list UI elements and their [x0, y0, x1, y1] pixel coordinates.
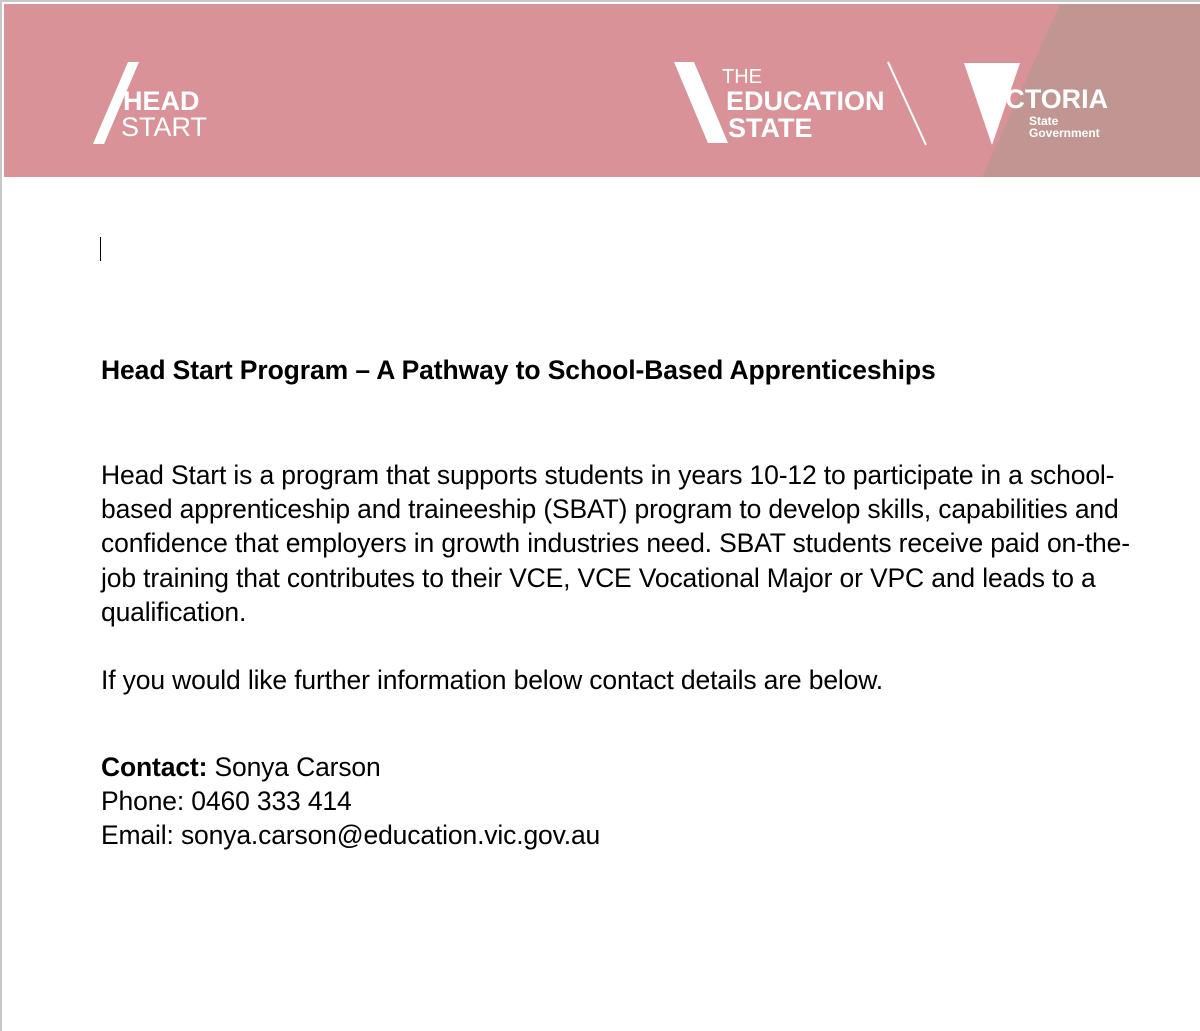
contact-email: Email: sonya.carson@education.vic.gov.au	[101, 820, 601, 851]
education-state-logo-line3: STATE	[728, 113, 813, 143]
victoria-logo-name: VICTORIA	[980, 84, 1108, 114]
program-description: Head Start is a program that supports students in years 10-12 to participate in a school-based apprenticeship and traineeship (SBAT) program to develop skills, capabilities and confidence that employers in growth industries need. SBAT students receive paid on-the-job training that contributes to their VCE, VCE Vocational Major or VPC and leads to a qualification.	[101, 460, 1130, 627]
contact-phone: Phone: 0460 333 414	[101, 786, 352, 817]
contact-line	[101, 750, 1141, 784]
education-state-logo-line1: THE	[722, 66, 762, 88]
head-start-logo-line2: START	[121, 112, 208, 142]
education-state-logo	[672, 59, 932, 149]
contact-label: Contact:	[101, 752, 208, 782]
victoria-government-logo	[962, 61, 1122, 151]
text-cursor	[100, 237, 101, 261]
header-banner	[4, 4, 1200, 177]
victoria-logo-sub2: Government	[1029, 126, 1100, 140]
education-state-logo-line2: EDUCATION	[726, 86, 885, 116]
contact-details	[101, 750, 1141, 853]
document-title: Head Start Program – A Pathway to School-Based Apprenticeships	[101, 355, 936, 385]
head-start-logo	[90, 60, 220, 150]
document-body[interactable]	[101, 352, 1141, 851]
further-info-text: If you would like further information below contact details are below.	[101, 665, 883, 695]
contact-name: Sonya Carson	[207, 752, 381, 782]
head-start-logo-line1: HEAD	[123, 86, 200, 116]
victoria-logo-sub1: State	[1029, 114, 1059, 128]
